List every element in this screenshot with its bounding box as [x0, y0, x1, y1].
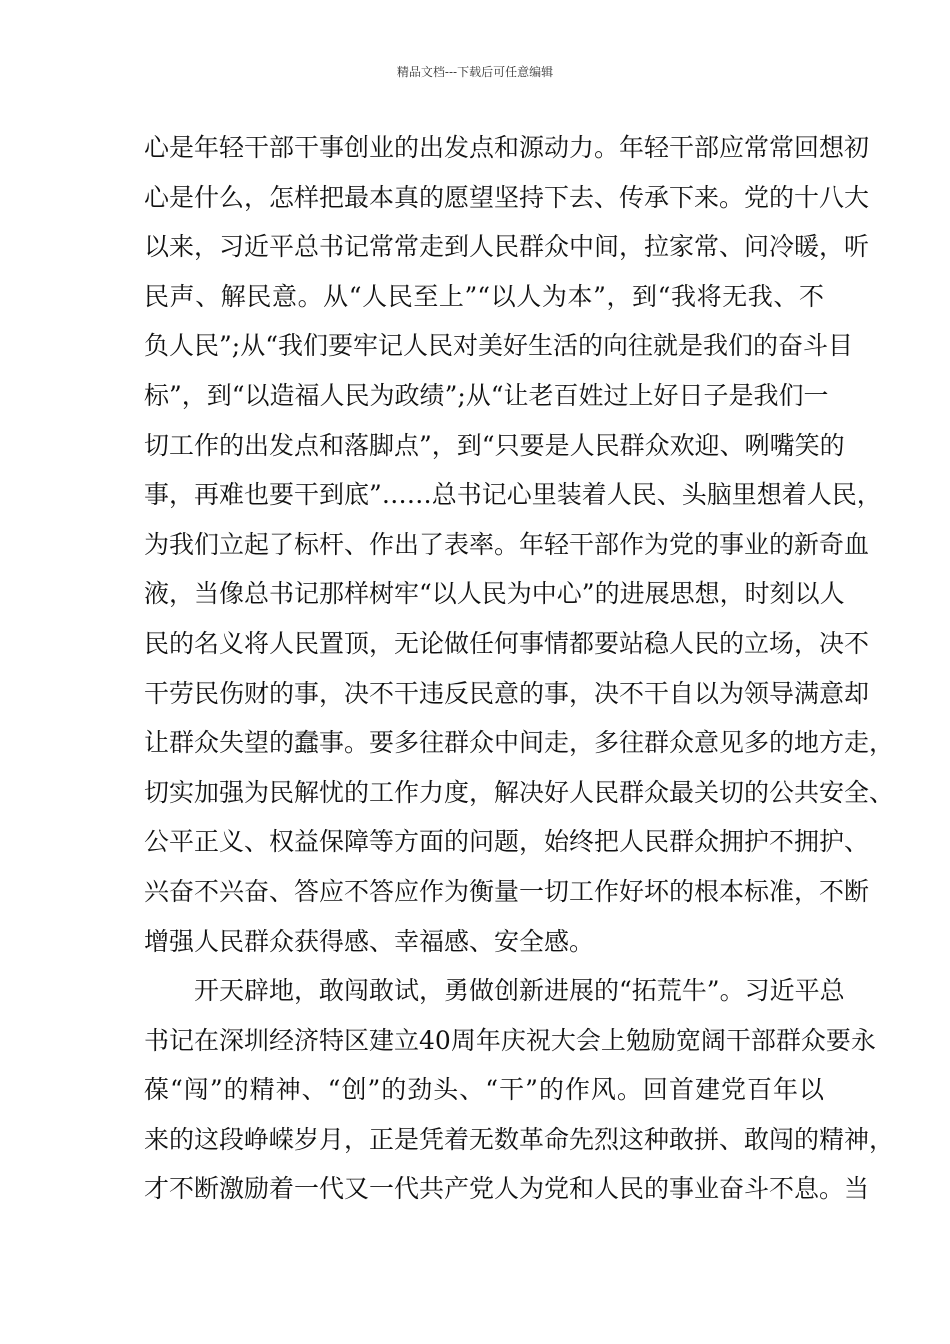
text-line: 液，当像总书记那样树牢“以人民为中心”的进展思想，时刻以人	[144, 579, 845, 609]
text-line: 切工作的出发点和落脚点”，到“只要是人民群众欢迎、咧嘴笑的	[144, 430, 845, 460]
text-line: 民的名义将人民置顶，无论做任何事情都要站稳人民的立场，决不	[144, 628, 870, 658]
text-line: 为我们立起了标杆、作出了表率。年轻干部作为党的事业的新奇血	[144, 529, 870, 559]
text-line: 公平正义、权益保障等方面的问题，始终把人民群众拥护不拥护、	[144, 827, 870, 857]
text-line: 负人民”;从“我们要牢记人民对美好生活的向往就是我们的奋斗目	[144, 331, 853, 361]
text-line: 让群众失望的蠢事。要多往群众中间走，多往群众意见多的地方走，	[144, 728, 895, 758]
text-line: 兴奋不兴奋、答应不答应作为衡量一切工作好坏的根本标准，不断	[144, 876, 870, 906]
paragraph-pioneer	[144, 971, 895, 1219]
text-line: 来的这段峥嵘岁月，正是凭着无数革命先烈这种敢拼、敢闯的精神，	[144, 1124, 895, 1154]
text-line: 以来，习近平总书记常常走到人民群众中间，拉家常、问冷暖，听	[144, 232, 870, 262]
text-line: 书记在深圳经济特区建立40周年庆祝大会上勉励宽阔干部群众要永	[144, 1025, 876, 1055]
paragraph-people-centered	[144, 128, 895, 971]
document-body	[144, 128, 895, 1219]
text-line: 标”，到“以造福人民为政绩”;从“让老百姓过上好日子是我们一	[144, 380, 829, 410]
text-line: 才不断激励着一代又一代共产党人为党和人民的事业奋斗不息。当	[144, 1174, 870, 1204]
text-line: 葆“闯”的精神、“创”的劲头、“干”的作风。回首建党百年以	[144, 1075, 824, 1105]
text-line: 心是什么，怎样把最本真的愿望坚持下去、传承下来。党的十八大	[144, 182, 870, 212]
page-header: 精品文档---下载后可任意编辑	[396, 65, 554, 79]
text-line: 民声、解民意。从“人民至上”“以人为本”，到“我将无我、不	[144, 281, 824, 311]
text-line: 切实加强为民解忧的工作力度，解决好人民群众最关切的公共安全、	[144, 777, 895, 807]
text-line: 增强人民群众获得感、幸福感、安全感。	[144, 926, 595, 956]
text-line: 开天辟地，敢闯敢试，勇做创新进展的“拓荒牛”。习近平总	[194, 976, 845, 1006]
text-line: 干劳民伤财的事，决不干违反民意的事，决不干自以为领导满意却	[144, 678, 870, 708]
text-line: 事，再难也要干到底”……总书记心里装着人民、头脑里想着人民，	[144, 480, 882, 510]
text-line: 心是年轻干部干事创业的出发点和源动力。年轻干部应常常回想初	[144, 133, 870, 162]
